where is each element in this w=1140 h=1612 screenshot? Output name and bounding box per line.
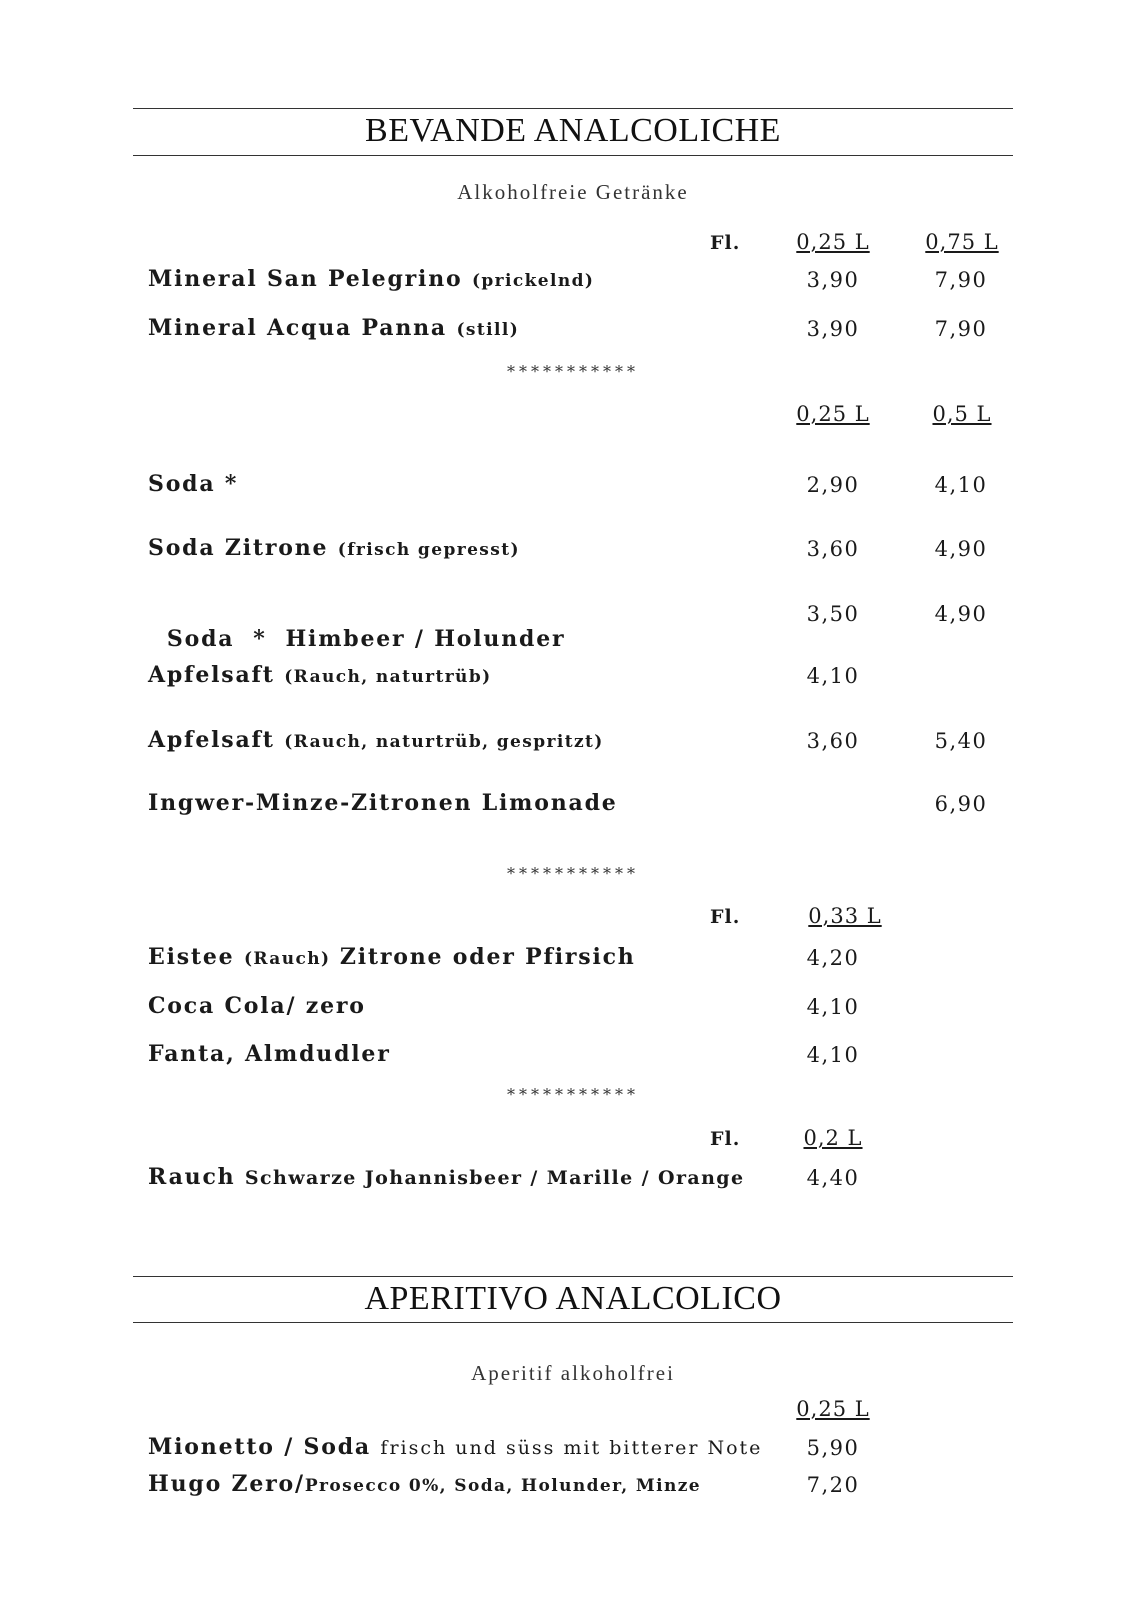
- group1-col1-header: 0,25 L: [796, 230, 870, 254]
- item-note: (prickelnd): [471, 271, 595, 291]
- section2-title: APERITIVO ANALCOLICO: [364, 1280, 782, 1317]
- item-price-large: 7,90: [934, 317, 988, 341]
- section2-col1-header: 0,25 L: [796, 1397, 870, 1421]
- item-price-large: 7,90: [934, 268, 988, 292]
- item-price-large: 5,40: [934, 729, 988, 753]
- item-note: (frisch gepresst): [337, 540, 520, 560]
- group3-col1-header: 0,33 L: [808, 904, 882, 928]
- item-name: Apfelsaft: [148, 727, 275, 753]
- menu-item-rauch: [148, 1164, 744, 1190]
- item-name: Mineral San Pelegrino: [148, 266, 463, 292]
- section1-bottom-rule: [133, 155, 1013, 156]
- item-description: Prosecco 0%, Soda, Holunder, Minze: [304, 1476, 702, 1496]
- section2-subtitle: Aperitif alkoholfrei: [471, 1361, 675, 1385]
- separator-stars: ***********: [507, 1085, 639, 1104]
- item-name: Apfelsaft: [148, 662, 275, 688]
- item-name: Mionetto / Soda: [148, 1434, 371, 1460]
- menu-item-hugo-zero: [148, 1471, 701, 1497]
- item-name: Soda *: [148, 471, 239, 497]
- menu-item-acqua-panna: [148, 315, 519, 341]
- menu-item-limonade: [148, 790, 618, 816]
- item-price: 7,20: [806, 1473, 860, 1497]
- item-name: Rauch: [148, 1164, 236, 1190]
- item-price-small: 3,60: [806, 729, 860, 753]
- group4-col1-header: 0,2 L: [803, 1126, 863, 1150]
- item-price-small: 2,90: [806, 473, 860, 497]
- group1-fl-label: Fl.: [710, 232, 741, 254]
- group1-col2-header: 0,75 L: [925, 230, 999, 254]
- item-price-large: 4,90: [934, 537, 988, 561]
- section2-top-rule: [133, 1276, 1013, 1277]
- group4-fl-label: Fl.: [710, 1128, 741, 1150]
- item-note: (still): [456, 320, 520, 340]
- item-price: 4,10: [806, 1043, 860, 1067]
- section1-subtitle: Alkoholfreie Getränke: [457, 180, 689, 204]
- item-price: 5,90: [806, 1436, 860, 1460]
- item-price-small: 3,60: [806, 537, 860, 561]
- group2-col1-header: 0,25 L: [796, 402, 870, 426]
- item-name: Hugo Zero/: [148, 1471, 305, 1497]
- item-name: Ingwer-Minze-Zitronen Limonade: [148, 790, 618, 816]
- item-name: Soda * Himbeer / Holunder: [166, 626, 566, 652]
- group2-col2-header: 0,5 L: [932, 402, 992, 426]
- item-price-small: 3,90: [806, 317, 860, 341]
- item-name: Mineral Acqua Panna: [148, 315, 447, 341]
- menu-item-eistee: [148, 944, 636, 970]
- menu-item-soda: [148, 471, 238, 497]
- section1-title: BEVANDE ANALCOLICHE: [365, 112, 781, 149]
- section1-top-rule: [133, 108, 1013, 109]
- item-price-small: 3,50: [806, 602, 860, 626]
- item-name: Soda Zitrone: [148, 535, 329, 561]
- item-price-small: 3,90: [806, 268, 860, 292]
- separator-stars: ***********: [507, 864, 639, 883]
- menu-item-coca-cola: [148, 993, 366, 1019]
- item-price: 4,10: [806, 995, 860, 1019]
- item-name: Eistee: [148, 944, 235, 970]
- menu-item-san-pelegrino: [148, 266, 594, 292]
- section2-bottom-rule: [133, 1322, 1013, 1323]
- item-price-small: 4,10: [806, 664, 860, 688]
- item-price-large: 4,90: [934, 602, 988, 626]
- item-price-large: 4,10: [934, 473, 988, 497]
- group3-fl-label: Fl.: [710, 906, 741, 928]
- item-name-suffix: Zitrone oder Pfirsich: [339, 944, 636, 970]
- menu-item-fanta: [148, 1041, 391, 1067]
- item-description: frisch und süss mit bitterer Note: [380, 1437, 763, 1459]
- item-name: Fanta, Almdudler: [148, 1041, 391, 1067]
- item-note: Schwarze Johannisbeer / Marille / Orange: [244, 1167, 745, 1189]
- item-note: (Rauch): [243, 949, 331, 969]
- menu-item-soda-zitrone: [148, 535, 520, 561]
- menu-item-apfelsaft: [148, 662, 492, 688]
- item-name: Coca Cola/ zero: [148, 993, 366, 1019]
- separator-stars: ***********: [507, 362, 639, 381]
- item-price: 4,20: [806, 946, 860, 970]
- menu-item-soda-himbeer: [148, 600, 565, 652]
- menu-item-apfelsaft-gespritzt: [148, 727, 604, 753]
- item-note: (Rauch, naturtrüb, gespritzt): [284, 732, 604, 752]
- menu-item-mionetto: [148, 1434, 762, 1460]
- item-price-large: 6,90: [934, 792, 988, 816]
- item-price: 4,40: [806, 1166, 860, 1190]
- item-note: (Rauch, naturtrüb): [284, 667, 492, 687]
